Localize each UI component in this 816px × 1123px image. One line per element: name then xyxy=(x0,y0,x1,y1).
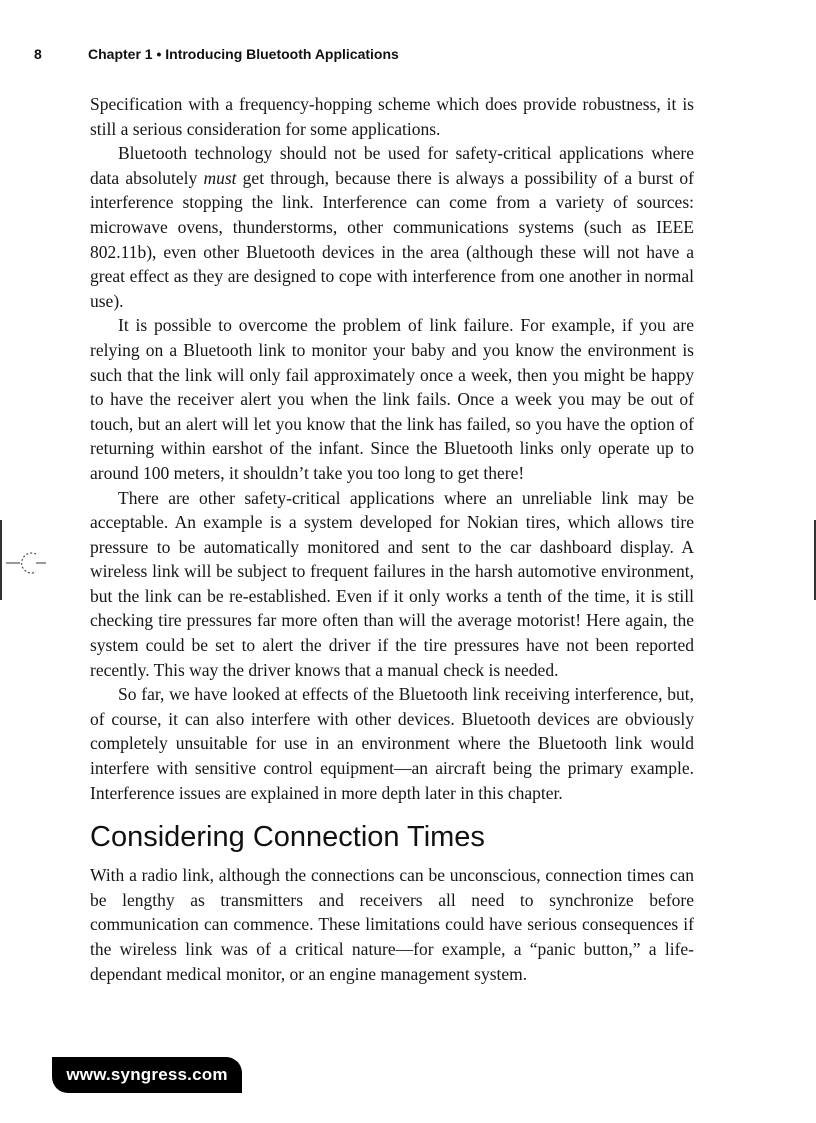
registration-mark-icon xyxy=(6,548,48,578)
emphasis-must: must xyxy=(203,167,237,188)
crop-mark-left xyxy=(0,520,2,600)
running-header xyxy=(34,46,399,62)
paragraph-safety-critical xyxy=(90,141,694,313)
safety-text-before: Bluetooth technology should not be used for safety-critical applications where data absolutely xyxy=(90,143,694,188)
section-heading: Considering Connection Times xyxy=(90,821,485,854)
paragraph-link-failure: It is possible to overcome the problem of link failure. For example, if you are relying on a Bluetooth link to monitor your baby and you know the environment is such that the link will only fail approximately once a week, then you might be happy to have the receiver alert you when the link fails. Once a week you may be out of touch, but an alert will let you know that the link has failed, so you have the option of returning within earshot of the infant. Since the Bluetooth links only operate up to around 100 meters, it shouldn’t take you too long to get there! xyxy=(90,315,694,483)
body-text xyxy=(90,92,694,986)
footer-url-badge[interactable] xyxy=(52,1057,242,1093)
paragraph-interference: So far, we have looked at effects of the Bluetooth link receiving interference, but, of course, it can also interfere with other devices. Bluetooth devices are obviously completely unsuitable for use in an environment where the Bluetooth link would interfere with sensitive control equipment—an aircraft being the primary example. Interference issues are explained in more depth later in this chapter. xyxy=(90,684,694,803)
running-title: Chapter 1 • Introducing Bluetooth Applications xyxy=(88,46,399,62)
safety-text-after: get through, because there is always a possibility of a burst of interference stopping the link. Interference can come from a variety of sources: microwave ovens, thunderstorms, other communications systems (such as IEEE 802.11b), even other Bluetooth devices in the area (although these will not have a great effect as they are designed to cope with interference from one another in normal use). xyxy=(90,167,695,311)
paragraph-continued: Specification with a frequency-hopping scheme which does provide robustness, it is still a serious consideration for some applications. xyxy=(90,94,694,139)
paragraph-connection-times: With a radio link, although the connections can be unconscious, connection times can be lengthy as transmitters and receivers all need to synchronize before communication can commence. These limitations could have serious consequences if the wireless link was of a critical nature—for example, a “panic button,” a life-dependant medical monitor, or an engine management system. xyxy=(90,865,694,984)
footer-url[interactable]: www.syngress.com xyxy=(66,1065,228,1084)
paragraph-unreliable-link: There are other safety-critical applications where an unreliable link may be acceptable. An example is a system developed for Nokian tires, which allows tire pressure to be automatically monitored and sent to the car dashboard display. A wireless link will be subject to frequent failures in the harsh automotive environment, but the link can be re-established. Even if it only works a tenth of the time, it is still checking tire pressures far more often than will the average motorist! Here again, the system could be set to alert the driver if the tire pressures have not been reported recently. This way the driver knows that a manual check is needed. xyxy=(90,487,694,680)
page-number: 8 xyxy=(34,46,42,62)
